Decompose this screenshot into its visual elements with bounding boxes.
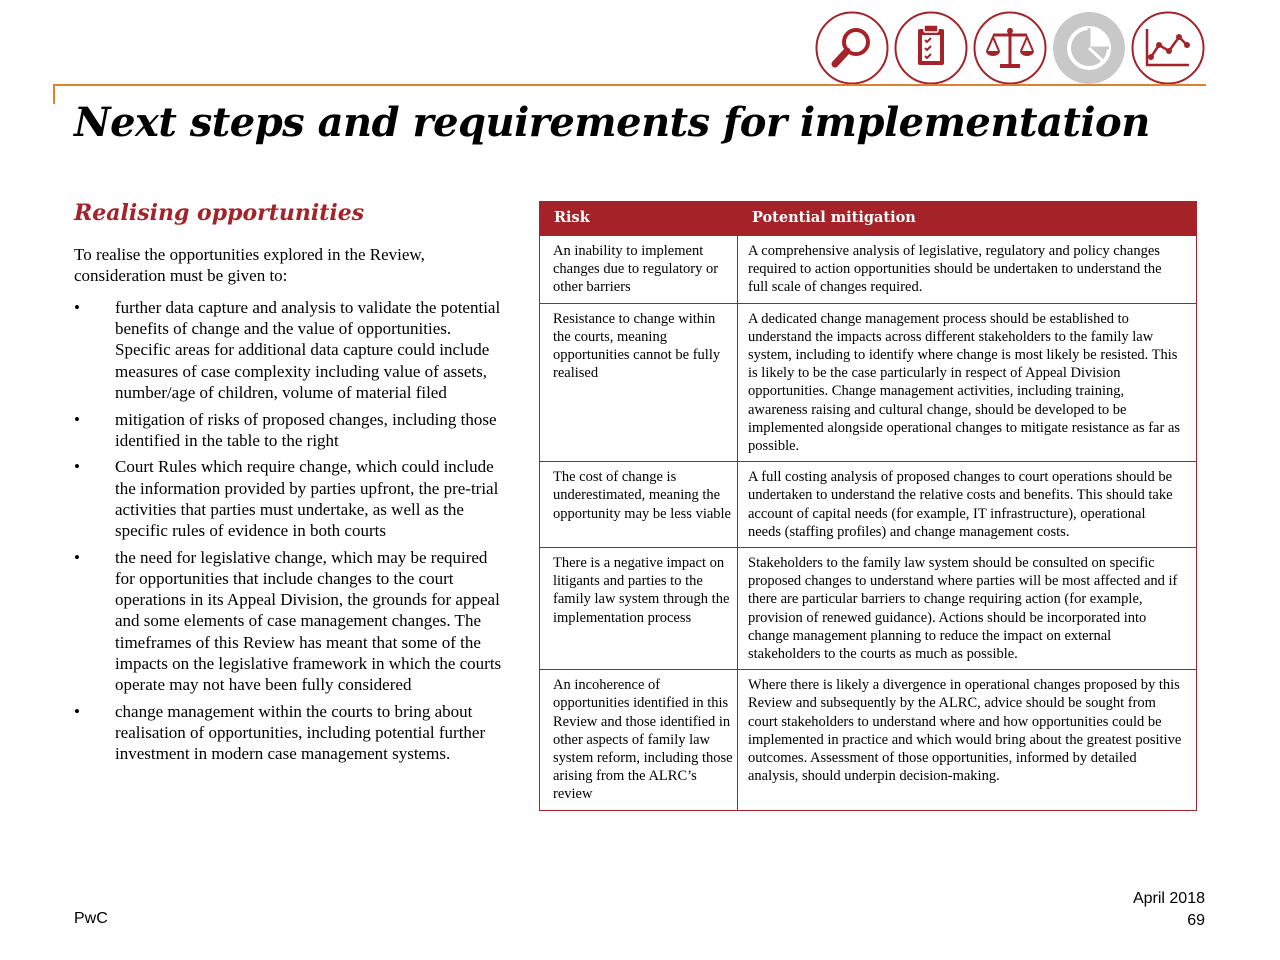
risk-cell: There is a negative impact on litigants and parties to the family law system through the implementation process: [540, 548, 738, 670]
bullet-marker: •: [74, 298, 80, 317]
page-number: 69: [1187, 912, 1205, 929]
mitigation-cell: Where there is likely a divergence in operational changes proposed by this Review and subsequently by the ALRC, advice should be sought from court stakeholders to understand where and how opportunities could be implemented in practice and which would bring about the greatest positive outcomes. Assessment of those opportunities, informed by detailed analysis, should underpin decision-making.: [738, 670, 1197, 810]
table-row: [540, 548, 1197, 670]
list-item: [74, 409, 506, 451]
list-item: [74, 297, 506, 403]
footer-brand: PwC: [74, 910, 108, 927]
footer-meta: [1133, 888, 1205, 932]
header-rule: [53, 84, 1206, 86]
table-row: [540, 462, 1197, 548]
table-row: [540, 670, 1197, 810]
list-item: [74, 547, 506, 695]
considerations-list: [74, 297, 506, 770]
risk-mitigation-table: [539, 201, 1197, 811]
bullet-marker: •: [74, 701, 80, 721]
column-header-risk: Risk: [540, 202, 738, 236]
mitigation-cell: A dedicated change management process should be established to understand the impacts across different stakeholders to the family law system, including to identify where change is most likely be resisted. This is likely to be the case particularly in respect of Appeal Division opportunities. Change management activities, including training, awareness raising and cultural change, should be developed to be implemented alongside operational changes to mitigate resistance as far as possible.: [738, 303, 1197, 462]
header-rule-corner: [53, 84, 55, 104]
list-item: [74, 701, 506, 765]
clipboard-checklist-icon[interactable]: [894, 11, 968, 85]
bullet-marker: •: [74, 457, 80, 477]
table-row: [540, 236, 1197, 304]
footer-date: April 2018: [1132, 890, 1205, 907]
list-item-text: mitigation of risks of proposed changes, including those identified in the table to the right: [115, 409, 497, 450]
risk-cell: An inability to implement changes due to regulatory or other barriers: [540, 236, 738, 304]
section-subtitle: Realising opportunities: [74, 200, 365, 226]
risk-cell: Resistance to change within the courts, meaning opportunities cannot be fully realised: [540, 303, 738, 462]
column-header-mitigation: Potential mitigation: [738, 202, 1197, 236]
bullet-marker: •: [74, 409, 80, 429]
risk-cell: The cost of change is underestimated, meaning the opportunity may be less viable: [540, 462, 738, 548]
mitigation-cell: Stakeholders to the family law system should be consulted on specific proposed changes to understand where parties will be most affected and if there are particular barriers to change requiring action (for example, provision of renewed guidance). Actions should be incorporated into change management planning to reduce the impact on external stakeholders to the courts as much as possible.: [738, 548, 1197, 670]
list-item-text: the need for legislative change, which may be required for opportunities that include changes to the court operations in its Appeal Division, the grounds for appeal and some elements of case management changes. The timeframes of this Review has meant that some of the impacts on the legislative framework in which the courts operate may not have been fully considered: [115, 547, 502, 694]
bullet-marker: •: [74, 547, 80, 567]
list-item-text: Court Rules which require change, which could include the information provided by parties upfront, the pre-trial activities that parties must undertake, as well as the specific rules of evidence in both courts: [115, 457, 499, 541]
balance-scale-icon[interactable]: [973, 11, 1047, 85]
mitigation-cell: A comprehensive analysis of legislative, regulatory and policy changes required to action opportunities should be undertaken to understand the full scale of changes required.: [738, 236, 1197, 304]
line-chart-icon[interactable]: [1131, 11, 1205, 85]
list-item-text: change management within the courts to bring about realisation of opportunities, including potential further investment in modern case management systems.: [115, 701, 486, 764]
list-item-text: further data capture and analysis to validate the potential benefits of change and the value of opportunities. Specific areas for additional data capture could include measures of case complexity including value of assets, number/age of children, volume of material filed: [115, 298, 501, 402]
intro-paragraph: To realise the opportunities explored in the Review, consideration must be given to:: [74, 245, 425, 285]
pie-chart-icon[interactable]: [1052, 11, 1126, 85]
page-title: Next steps and requirements for implementation: [74, 99, 1150, 146]
risk-cell: An incoherence of opportunities identified in this Review and those identified in other aspects of family law system reform, including those arising from the ALRC’s review: [540, 670, 738, 810]
table-row: [540, 303, 1197, 462]
magnifier-icon[interactable]: [815, 11, 889, 85]
table-header-row: [540, 202, 1197, 236]
list-item: [74, 456, 506, 541]
nav-icon-row: [815, 11, 1207, 85]
mitigation-cell: A full costing analysis of proposed changes to court operations should be undertaken to understand the relative costs and benefits. This should take account of capital needs (for example, IT infrastructure), operational needs (staffing profiles) and change management costs.: [738, 462, 1197, 548]
